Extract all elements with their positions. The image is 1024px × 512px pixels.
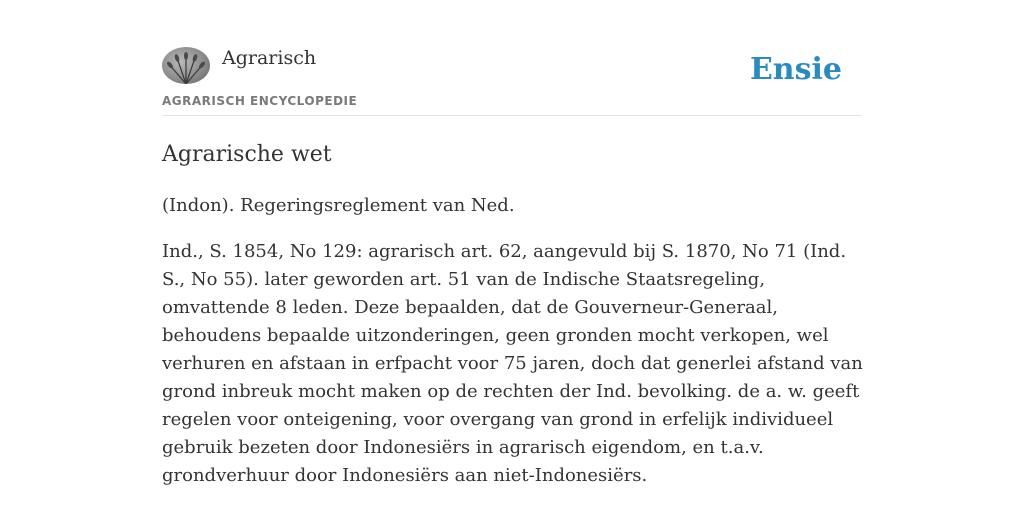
- source-name[interactable]: Agrarisch: [222, 47, 317, 69]
- article-title: Agrarische wet: [162, 142, 332, 167]
- article-paragraph: Ind., S. 1854, No 129: agrarisch art. 62, aangevuld bij S. 1870, No 71 (Ind. S., No 55). later geworden art. 51 van de Indische Staatsregeling, omvattende 8 leden. Deze bepaalden, dat de Gouverneur-Generaal, behoudens bepaalde uitzonderingen, geen gronden mocht verkopen, wel verhuren en afstaan in erfpacht voor 75 jaren, doch dat generlei afstand van grond inbreuk mocht maken op de rechten der Ind. bevolking. de a. w. geeft regelen voor onteigening, voor overgang van grond in erfelijk individueel gebruik bezeten door Indonesiërs in agrarisch eigendom, en t.a.v. grondverhuur door Indonesiërs aan niet-Indonesiërs.: [162, 241, 863, 486]
- header: [162, 0, 862, 116]
- brand-logo[interactable]: Ensie: [749, 52, 842, 87]
- wheat-icon[interactable]: [162, 47, 210, 84]
- article: [162, 140, 866, 490]
- source-subtitle: AGRARISCH ENCYCLOPEDIE: [162, 94, 358, 108]
- article-paragraph: (Indon). Regeringsreglement van Ned.: [162, 195, 515, 216]
